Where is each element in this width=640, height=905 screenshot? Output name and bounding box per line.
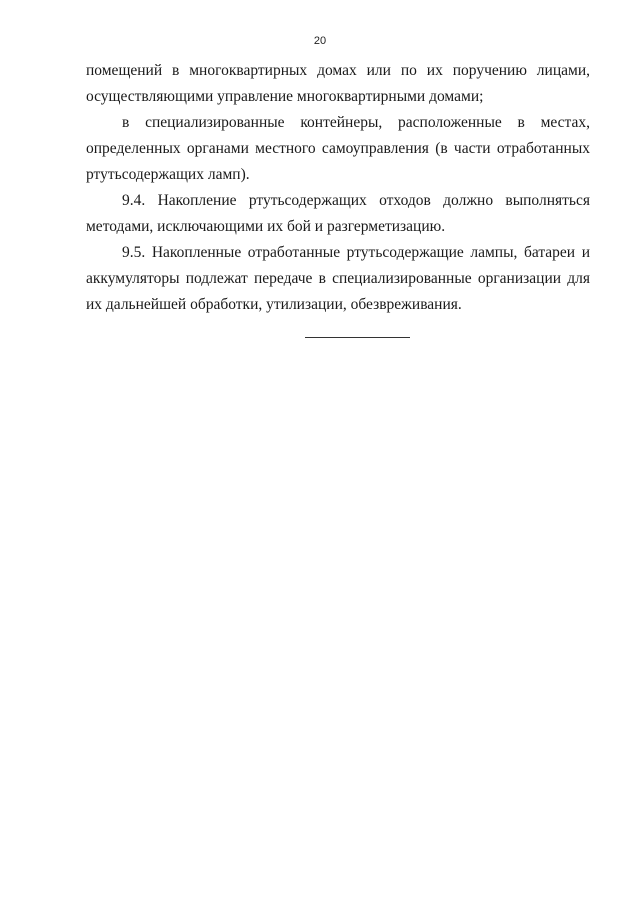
- paragraph-containers: в специализированные контейнеры, расположенные в местах, определенных органами местного самоуправления (в части отработанных ртутьсодержащих ламп).: [86, 114, 590, 183]
- document-body: [86, 58, 590, 318]
- paragraph-9-4: 9.4. Накопление ртутьсодержащих отходов должно выполняться методами, исключающими их бой и разгерметизацию.: [86, 192, 590, 235]
- page-number: 20: [313, 35, 327, 47]
- end-separator-line: [305, 337, 410, 338]
- paragraph-continuation: помещений в многоквартирных домах или по их поручению лицами, осуществляющими управление многоквартирными домами;: [86, 62, 590, 105]
- paragraph-9-5: 9.5. Накопленные отработанные ртутьсодержащие лампы, батареи и аккумуляторы подлежат передаче в специализированные организации для их дальнейшей обработки, утилизации, обезвреживания.: [86, 244, 590, 313]
